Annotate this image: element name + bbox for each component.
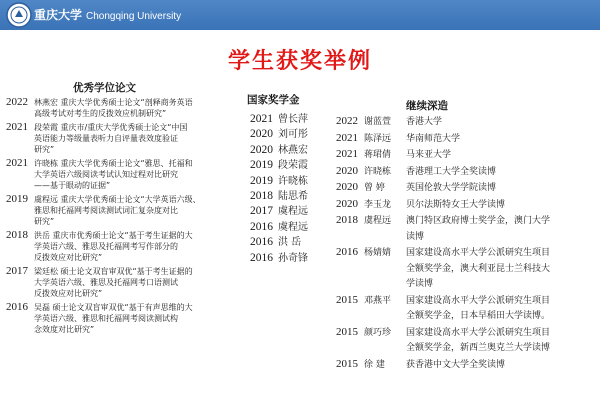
- thesis-text: ——基于眼动的证据”: [34, 181, 111, 190]
- study-text: 英国伦敦大学学院读博: [406, 183, 497, 193]
- thesis-text: 反拨效应对比研究”: [34, 253, 103, 262]
- scholarship-name: 虞程远: [278, 206, 308, 218]
- thesis-entry-line: [6, 205, 276, 216]
- thesis-entry-line: [6, 313, 276, 324]
- study-year: 2020: [336, 164, 358, 177]
- middle-column-heading: 国家奖学金: [247, 94, 300, 106]
- thesis-text: 吴磊 硕士论文双盲审双优“基于有声思维的大: [34, 303, 193, 312]
- study-entry-line: [336, 245, 598, 262]
- thesis-text: 洪岳 重庆市优秀硕士论文“基于考生证据的大: [34, 231, 193, 240]
- study-entry-line: [336, 164, 598, 181]
- scholarship-name: 段荣霞: [278, 160, 308, 172]
- scholarship-year: 2021: [250, 113, 273, 125]
- scholarship-year: 2019: [250, 159, 273, 172]
- study-entry: [336, 164, 598, 181]
- study-text: 学读博: [406, 279, 434, 289]
- thesis-entry: [6, 97, 276, 119]
- study-name: 杨婧婧: [364, 248, 392, 258]
- scholarship-entry: [250, 251, 350, 266]
- study-text: 贝尔法斯特女王大学读博: [406, 199, 506, 210]
- scholarship-entry: [250, 235, 350, 250]
- scholarship-entry: [250, 127, 350, 142]
- scholarship-entry: [250, 143, 350, 158]
- thesis-entry-line: [6, 241, 276, 252]
- scholarship-year: 2017: [250, 205, 273, 218]
- study-name: 虞程远: [364, 216, 392, 226]
- thesis-entry-line: [6, 108, 276, 119]
- study-entry-line: [336, 293, 598, 310]
- thesis-year: 2016: [6, 301, 28, 313]
- study-name: 颜巧珍: [364, 327, 392, 338]
- scholarship-year: 2016: [250, 220, 273, 233]
- thesis-entry: [6, 230, 276, 263]
- study-year: 2015: [336, 293, 358, 306]
- scholarship-year: 2016: [250, 236, 273, 249]
- study-entry-line: [336, 147, 598, 164]
- thesis-text: 梁廷松 硕士论文双盲审双优“基于考生证据的: [34, 267, 193, 276]
- study-entry: [336, 147, 598, 164]
- thesis-text: 学英语六级、雅思及托福网考写作部分的: [34, 242, 178, 251]
- thesis-text: 高级考试对考生的反拨效应机制研究”: [34, 109, 167, 118]
- study-entry-line: [336, 213, 598, 230]
- study-entry: [336, 325, 598, 357]
- thesis-text: 英语能力等级量表听力自评量表效度验证: [34, 134, 178, 143]
- study-name: 许晓栋: [364, 166, 392, 177]
- study-year: 2021: [336, 131, 358, 144]
- study-text: 澳门特区政府博士奖学金，澳门大学: [406, 216, 551, 226]
- study-text: 国家建设高水平大学公派研究生项目: [406, 327, 551, 338]
- thesis-entry: [6, 266, 276, 299]
- thesis-entry: [6, 302, 276, 335]
- further-study-list: [336, 114, 598, 373]
- scholarship-name: 陆思希: [278, 191, 308, 203]
- scholarship-name: 刘可彤: [278, 129, 308, 141]
- thesis-year: 2017: [6, 265, 28, 277]
- thesis-year: 2022: [6, 96, 28, 108]
- study-entry-line: [336, 309, 598, 325]
- study-year: 2020: [336, 197, 358, 210]
- study-name: 李玉龙: [364, 199, 392, 210]
- study-text: 香港大学: [406, 117, 443, 127]
- study-text: 获香港中文大学全奖读博: [406, 359, 506, 370]
- left-column-heading: 优秀学位论文: [73, 82, 136, 94]
- thesis-entry-line: [6, 97, 276, 108]
- thesis-entry-line: [6, 277, 276, 288]
- study-text: 国家建设高水平大学公派研究生项目: [406, 295, 551, 306]
- scholarship-name: 曾长萍: [278, 114, 308, 125]
- study-entry: [336, 197, 598, 214]
- study-name: 徐 建: [364, 359, 385, 370]
- right-column-heading: 继续深造: [406, 100, 448, 112]
- scholarship-name: 虞程远: [278, 221, 308, 233]
- scholarship-entry: [250, 174, 350, 189]
- scholarship-year: 2016: [250, 251, 273, 264]
- thesis-text: 大学英语六级、雅思及托福网考口语测试: [34, 278, 178, 287]
- scholarship-name: 许晓栋: [278, 175, 308, 187]
- thesis-entry-line: [6, 180, 276, 191]
- thesis-year: 2021: [6, 157, 28, 169]
- study-entry: [336, 131, 598, 148]
- thesis-entry-line: [6, 288, 276, 299]
- scholarship-name: 林燕宏: [278, 144, 308, 156]
- scholarship-name: 洪 岳: [278, 237, 302, 249]
- thesis-entry-line: [6, 169, 276, 180]
- thesis-entry-line: [6, 216, 276, 227]
- thesis-entry-line: [6, 194, 276, 205]
- study-entry-line: [336, 197, 598, 214]
- study-text: 全额奖学金，澳大利亚昆士兰科技大: [406, 263, 551, 274]
- scholarship-name: 孙奇锋: [278, 252, 308, 264]
- study-year: 2018: [336, 214, 358, 226]
- scholarship-year: 2019: [250, 174, 273, 187]
- thesis-text: 念效度对比研究”: [34, 325, 95, 334]
- scholarship-entry: [250, 189, 350, 204]
- study-year: 2021: [336, 148, 358, 160]
- thesis-text: 段荣霞 重庆市/重庆大学优秀硕士论文“中国: [34, 123, 188, 132]
- study-year: 2022: [336, 115, 358, 127]
- thesis-entry-line: [6, 144, 276, 155]
- thesis-entry-line: [6, 266, 276, 277]
- study-text: 香港理工大学全奖读博: [406, 166, 497, 177]
- study-entry-line: [336, 277, 598, 293]
- study-year: 2015: [336, 357, 358, 370]
- thesis-text: 林燕宏 重庆大学优秀硕士论文“剖释商务英语: [34, 98, 193, 107]
- thesis-entry-line: [6, 324, 276, 335]
- page-title: 学生获奖举例: [227, 49, 372, 74]
- university-name-cn: 重庆大学: [34, 8, 83, 22]
- study-text: 全额奖学金，新西兰奥克兰大学读博: [406, 343, 551, 353]
- scholarship-year: 2018: [250, 190, 273, 203]
- thesis-entry: [6, 122, 276, 155]
- study-name: 蒋珺倩: [364, 150, 392, 160]
- university-seal-icon: [6, 2, 32, 28]
- thesis-text: 反拨效应对比研究”: [34, 289, 103, 298]
- thesis-year: 2019: [6, 193, 28, 205]
- scholarship-entry: [250, 204, 350, 219]
- study-entry-line: [336, 262, 598, 278]
- study-year: 2020: [336, 181, 358, 193]
- thesis-entry-line: [6, 133, 276, 144]
- thesis-text: 研究”: [34, 217, 55, 226]
- scholarship-entry: [250, 158, 350, 173]
- study-entry-line: [336, 131, 598, 148]
- study-name: 邓燕平: [364, 295, 392, 306]
- thesis-list: [6, 97, 276, 338]
- thesis-text: 大学英语六级阅读考试认知过程对比研究: [34, 170, 178, 179]
- study-text: 华南师范大学: [406, 133, 461, 144]
- study-year: 2015: [336, 325, 358, 338]
- study-text: 马来亚大学: [406, 150, 452, 160]
- study-entry-line: [336, 180, 598, 197]
- thesis-text: 学英语六级、雅思和托福网考阅读测试构: [34, 314, 178, 323]
- thesis-entry-line: [6, 158, 276, 169]
- study-entry: [336, 180, 598, 197]
- study-text: 全额奖学金，日本早稻田大学读博。: [406, 311, 551, 321]
- thesis-text: 许晓栋 重庆大学优秀硕士论文“雅思、托福和: [34, 159, 193, 168]
- scholarship-entry: [250, 220, 350, 235]
- study-year: 2016: [336, 246, 358, 258]
- study-entry: [336, 114, 598, 131]
- header-bar: [0, 0, 600, 30]
- thesis-entry-line: [6, 122, 276, 133]
- thesis-entry-line: [6, 302, 276, 313]
- thesis-year: 2021: [6, 121, 28, 133]
- study-entry-line: [336, 325, 598, 342]
- thesis-entry-line: [6, 252, 276, 263]
- study-entry-line: [336, 114, 598, 131]
- thesis-entry: [6, 194, 276, 227]
- scholarship-year: 2020: [250, 128, 273, 141]
- study-name: 谢蓝萱: [364, 117, 392, 127]
- thesis-text: 雅思和托福网考阅读测试词汇复杂度对比: [34, 206, 178, 215]
- study-entry: [336, 245, 598, 293]
- study-entry: [336, 357, 598, 374]
- thesis-entry-line: [6, 230, 276, 241]
- thesis-text: 虞程远 重庆大学优秀硕士论文“大学英语六级、: [34, 195, 201, 204]
- study-name: 曾 婷: [364, 183, 385, 193]
- scholarship-entry: [250, 112, 350, 127]
- scholarship-list: [250, 112, 350, 266]
- university-brand: [34, 6, 181, 23]
- study-entry: [336, 213, 598, 245]
- study-name: 陈泽远: [364, 133, 392, 144]
- thesis-entry: [6, 158, 276, 191]
- thesis-text: 研究”: [34, 145, 55, 154]
- study-text: 读博: [406, 231, 425, 242]
- study-entry-line: [336, 230, 598, 246]
- study-text: 国家建设高水平大学公派研究生项目: [406, 248, 551, 258]
- thesis-year: 2018: [6, 229, 28, 241]
- scholarship-year: 2020: [250, 143, 273, 156]
- study-entry-line: [336, 341, 598, 357]
- study-entry-line: [336, 357, 598, 374]
- university-name-en: Chongqing University: [86, 11, 182, 22]
- study-entry: [336, 293, 598, 325]
